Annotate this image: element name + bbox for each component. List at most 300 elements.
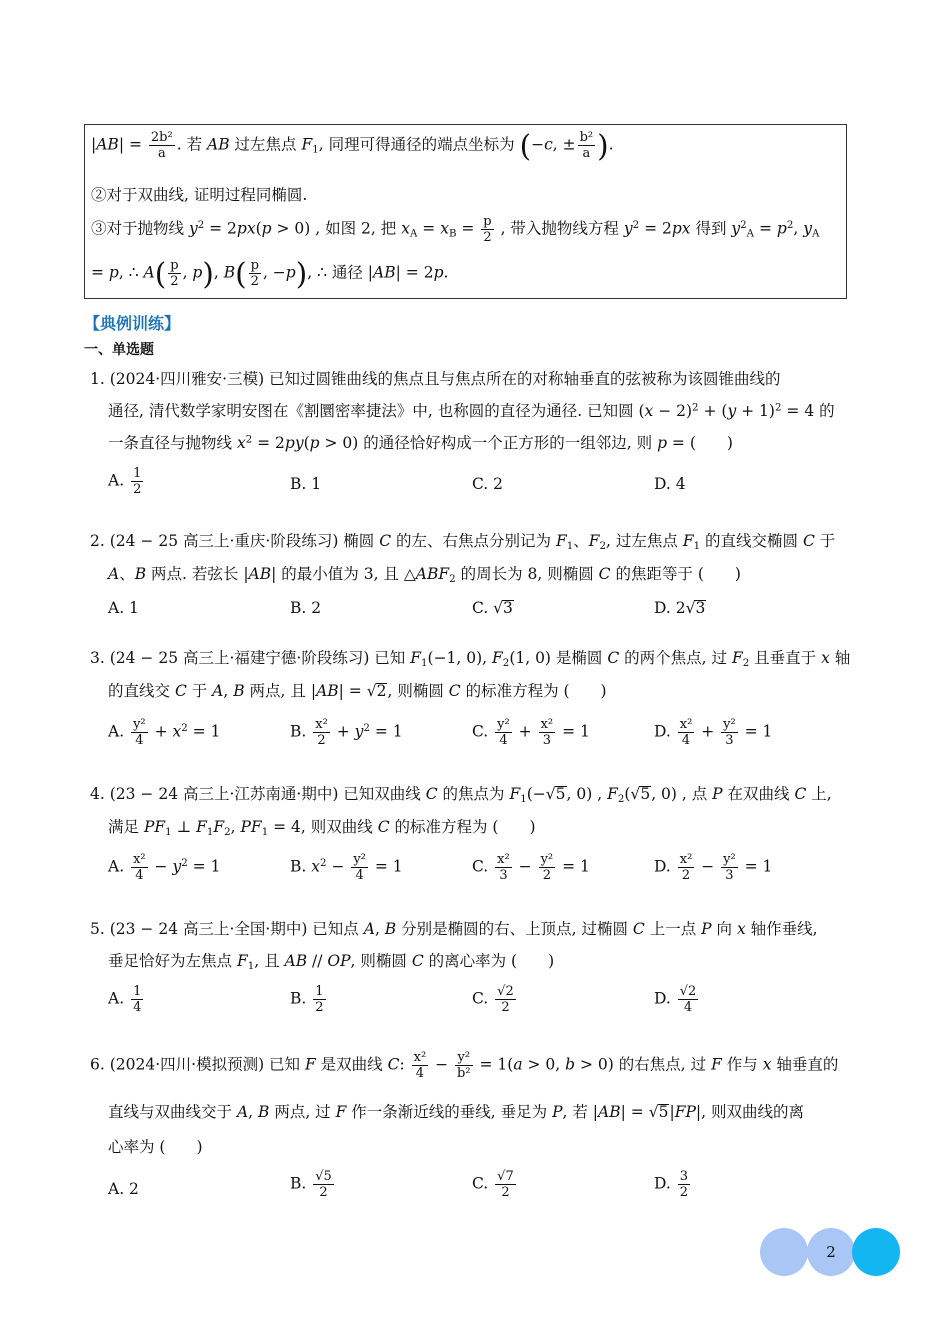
math-it: OP [327, 952, 351, 970]
question-1-line-3 [108, 431, 733, 453]
fraction-denominator: b² [457, 1066, 471, 1082]
text-run: , 过左焦点 [606, 532, 683, 550]
fraction-denominator: a [578, 145, 596, 160]
math-it: x [762, 1055, 772, 1074]
math-it: B [258, 1103, 270, 1121]
math-it: A [108, 565, 120, 583]
text-run: B. 1 [290, 475, 322, 493]
math-sub: 1 [261, 826, 269, 838]
text-run: 的直线交椭圆 [700, 532, 803, 550]
math-sup: 2 [181, 722, 188, 734]
text-run: , [230, 818, 241, 836]
fraction [351, 853, 368, 882]
text-run: = 1( [474, 1055, 514, 1074]
question-2-option-b[interactable] [290, 599, 321, 617]
text-run: , − [262, 263, 286, 282]
text-run: 轴 [829, 649, 851, 667]
math-sub: 1 [312, 144, 319, 156]
math-it: p [261, 219, 272, 238]
text-run: − 2) [653, 402, 693, 420]
math-it: C [607, 649, 620, 667]
fraction-denominator: 3 [495, 867, 512, 882]
text-run: 且垂直于 [749, 649, 822, 667]
question-2-option-a[interactable] [108, 599, 139, 617]
text-run: B. [290, 989, 312, 1008]
text-run: 作一条渐近线的垂线, 垂足为 [346, 1103, 553, 1121]
fraction-numerator: 3 [679, 1169, 689, 1184]
fraction-numerator: p [170, 258, 179, 273]
math-it: x [736, 920, 746, 938]
fraction [678, 718, 695, 747]
text-run: 的离心率为 ( ) [423, 952, 555, 970]
page-number: 2 [826, 1243, 836, 1261]
fraction [678, 1170, 690, 1199]
fraction-numerator: p [483, 214, 492, 229]
text-run: , [182, 263, 193, 282]
text-run: ③对于抛物线 [91, 219, 189, 238]
question-6-line-2 [108, 1100, 804, 1122]
fraction-denominator: a [149, 145, 175, 160]
math-sup: 2 [363, 722, 370, 734]
text-run: A. [108, 471, 130, 490]
text-run: |, 则双曲线的离 [695, 1103, 804, 1121]
math-p: ) [202, 256, 214, 291]
math-it: C [411, 952, 424, 970]
text-run: + [331, 722, 355, 741]
question-1-option-d[interactable] [654, 475, 686, 493]
math-it: x [821, 649, 830, 667]
text-run: D. [654, 1174, 676, 1193]
text-run: − [430, 1055, 454, 1074]
fraction-numerator: p [250, 258, 259, 273]
text-run: = 1 [369, 857, 403, 876]
fraction-numerator: x² [133, 852, 146, 867]
text-run: 两点, 过 [269, 1103, 336, 1121]
fraction [578, 131, 596, 160]
math-sup: 2 [197, 219, 205, 231]
text-run: + [513, 722, 537, 741]
question-6-option-d[interactable] [654, 1170, 692, 1199]
question-6-option-c[interactable] [472, 1170, 518, 1199]
text-run: , 同理可得通径的端点坐标为 [318, 135, 520, 154]
fraction-denominator: 4 [131, 732, 148, 747]
text-run: , [213, 263, 224, 282]
text-run: 5. (23 − 24 高三上·全国·期中) 已知点 [90, 920, 364, 938]
derivation-box [84, 124, 847, 299]
text-run: , 则椭圆 [350, 952, 412, 970]
text-run: | [91, 135, 97, 154]
text-run: > 0) 的右焦点, 过 [575, 1055, 712, 1074]
math-it: B [134, 565, 147, 583]
text-run: = [754, 219, 777, 238]
question-3-option-d[interactable] [654, 718, 772, 747]
text-run: + ( [698, 402, 728, 420]
text-run: = [417, 219, 441, 238]
box-line-4 [91, 256, 449, 291]
math-sub: 2 [742, 657, 750, 669]
math-sup: 2 [740, 219, 747, 231]
text-run: 直线与双曲线交于 [108, 1103, 237, 1121]
fraction-denominator: 4 [412, 1065, 429, 1080]
fraction [455, 1051, 473, 1080]
question-2-option-c[interactable] [472, 599, 514, 617]
math-sup: 2 [320, 857, 327, 869]
math-it: F [236, 952, 248, 970]
fraction [131, 467, 143, 496]
math-it: C [794, 785, 807, 803]
fraction-denominator: 4 [495, 732, 512, 747]
text-run: , 若 | [562, 1103, 599, 1121]
question-1-option-a[interactable] [108, 467, 145, 496]
fraction-numerator: y² [133, 717, 146, 732]
fraction-denominator: 2 [313, 732, 330, 747]
text-run: = [456, 219, 480, 238]
math-p: ( [235, 256, 247, 291]
fraction [721, 718, 738, 747]
math-sub: 2 [617, 793, 625, 805]
text-run: 一条直径与抛物线 [108, 434, 237, 452]
math-it: F [304, 1055, 316, 1074]
fraction-denominator: 2 [495, 1184, 516, 1199]
fraction-denominator: 3 [721, 732, 738, 747]
text-run: D. 2√ [654, 599, 696, 617]
text-run: = 2 [639, 219, 672, 238]
fraction-denominator: 2 [249, 273, 261, 288]
math-sub: 2 [449, 573, 456, 585]
math-sub: 1 [693, 540, 701, 552]
math-it: x [644, 402, 654, 420]
text-run: , 0) , [566, 785, 608, 803]
text-run: = 4 的 [781, 402, 835, 420]
question-4-option-d[interactable] [654, 853, 772, 882]
text-run: , ± [552, 135, 576, 154]
question-1-option-b[interactable] [290, 475, 321, 493]
question-6-option-b[interactable] [290, 1170, 336, 1199]
text-run: − [531, 135, 545, 154]
math-sq: 5 [658, 1103, 669, 1121]
fraction-numerator: 2b² [150, 130, 173, 145]
text-run: 上, [806, 785, 832, 803]
fraction-numerator: √5 [315, 1169, 332, 1184]
text-run: 两点, 且 | [244, 682, 317, 700]
math-it: x [440, 219, 449, 238]
question-5-option-c[interactable] [472, 985, 518, 1014]
text-run: − [149, 857, 173, 876]
fraction-numerator: 1 [315, 984, 324, 999]
question-5-option-b[interactable] [290, 985, 328, 1014]
question-5-option-d[interactable] [654, 985, 700, 1014]
fraction-denominator: 4 [351, 867, 368, 882]
math-it: C [802, 532, 815, 550]
question-3-option-b[interactable] [290, 718, 403, 747]
fraction [131, 853, 148, 882]
fraction [495, 1170, 516, 1199]
fraction-denominator: 2 [315, 1000, 324, 1016]
math-it: F [492, 649, 503, 667]
fraction-numerator: y² [353, 852, 366, 867]
fraction-denominator: 2 [481, 229, 493, 244]
fraction-numerator: y² [457, 1050, 471, 1065]
question-3-option-a[interactable] [108, 718, 220, 747]
fraction-denominator: 2 [168, 273, 180, 288]
math-it: A [363, 920, 375, 938]
fraction-denominator: 4 [131, 867, 148, 882]
math-it: F [335, 1103, 347, 1121]
math-it: p [108, 263, 119, 282]
text-run: C. [472, 857, 494, 876]
math-it: p [285, 263, 296, 282]
question-1-line-1 [90, 367, 781, 389]
fraction [313, 985, 325, 1014]
text-run: D. [654, 989, 676, 1008]
text-run: B. [290, 1174, 312, 1193]
math-it: AB [207, 135, 230, 154]
math-it: a [513, 1055, 523, 1074]
text-run: | 的最小值为 3, 且 △ [271, 565, 416, 583]
text-run: 的两个焦点, 过 [619, 649, 732, 667]
fraction-numerator: x² [315, 717, 328, 732]
text-run: ( [303, 434, 310, 452]
text-run: = 4, 则双曲线 [268, 818, 378, 836]
math-sub: 1 [206, 826, 214, 838]
text-run: , [374, 920, 385, 938]
math-it: AB [284, 952, 308, 970]
text-run: 1. (2024·四川雅安·三模) 已知过圆锥曲线的焦点且与焦点所在的对称轴垂直的弦被称为该圆锥曲线的 [90, 370, 781, 388]
math-sub: 2 [599, 540, 607, 552]
math-it: B [233, 682, 245, 700]
question-4-line-2 [108, 815, 536, 837]
text-run: 的左、右焦点分别记为 [391, 532, 556, 550]
math-sup: 2 [181, 857, 188, 869]
math-it: A [236, 1103, 249, 1121]
math-it: x [236, 434, 246, 452]
question-2-line-2 [108, 562, 741, 584]
fraction-denominator: 2 [678, 867, 695, 882]
math-it: F [607, 785, 618, 803]
text-run: 得到 [690, 219, 732, 238]
math-it: F [588, 532, 600, 550]
text-run: 通径, 清代数学家明安图在《割圜密率捷法》中, 也称圆的直径为通径. 已知圆 ( [108, 402, 645, 420]
math-it: F [555, 532, 567, 550]
math-sub: 2 [224, 826, 231, 838]
math-it: P [701, 920, 712, 938]
text-run: 是双曲线 [315, 1055, 388, 1074]
text-run: , [248, 1103, 258, 1121]
fraction [539, 718, 556, 747]
fraction-denominator: 3 [721, 867, 738, 882]
question-3-option-c[interactable] [472, 718, 590, 747]
text-run: ⊥ [171, 818, 197, 836]
fraction-numerator: x² [413, 1050, 427, 1065]
math-sub: A [811, 228, 820, 240]
text-run: 的周长为 8, 则椭圆 [455, 565, 599, 583]
fraction-denominator: 4 [133, 1000, 142, 1016]
fraction [495, 718, 512, 747]
fraction [249, 259, 261, 288]
math-it: P [552, 1103, 563, 1121]
fraction-numerator: √2 [497, 984, 514, 999]
math-it: F [213, 818, 225, 836]
math-it: F [196, 818, 207, 836]
text-run: > 0, [522, 1055, 566, 1074]
text-run: : [399, 1055, 410, 1074]
text-run: . [443, 263, 449, 282]
text-run: − [326, 857, 350, 876]
math-it: F [682, 532, 694, 550]
text-run: ②对于双曲线, 证明过程同椭圆. [91, 186, 308, 204]
math-it: AB [373, 263, 396, 282]
math-it: p [192, 263, 203, 282]
math-it: F [509, 785, 521, 803]
text-run: D. [654, 857, 676, 876]
fraction-numerator: b² [579, 130, 594, 145]
math-it: AB [96, 135, 119, 154]
fraction-denominator: 2 [313, 1184, 334, 1199]
math-sq: 3 [695, 599, 706, 617]
question-1-line-2 [108, 399, 835, 421]
math-it: PF [143, 818, 166, 836]
fraction-denominator: 3 [539, 732, 556, 747]
question-5-option-a[interactable] [108, 985, 145, 1014]
math-sup: 2 [774, 402, 782, 414]
fraction-numerator: 1 [133, 466, 142, 481]
fraction [313, 1170, 334, 1199]
badge-circle-left [760, 1228, 808, 1276]
text-run: = [91, 263, 109, 282]
question-4-option-c[interactable] [472, 853, 590, 882]
text-run: B. 2 [290, 599, 322, 617]
text-run: (√ [624, 785, 641, 803]
text-run: = 1 [187, 857, 221, 876]
fraction [539, 853, 556, 882]
text-run: , [223, 682, 234, 700]
fraction-denominator: 2 [679, 1185, 689, 1201]
math-sup: 2 [692, 402, 699, 414]
question-6-line-3 [108, 1135, 203, 1157]
text-run: 、 [573, 532, 589, 550]
question-5-line-1 [90, 917, 818, 939]
fraction [149, 131, 175, 160]
math-it: C [387, 1055, 400, 1074]
question-2-option-d[interactable] [654, 599, 706, 617]
question-4-option-b[interactable] [290, 853, 403, 882]
text-run: 、 [119, 565, 135, 583]
fraction-numerator: x² [679, 717, 693, 732]
fraction-numerator: x² [497, 852, 510, 867]
text-run: > 0) , 如图 2, 把 [271, 219, 402, 238]
text-run: A. 2 [108, 1180, 139, 1198]
fraction-numerator: x² [540, 717, 554, 732]
text-run: 心率为 ( ) [108, 1138, 203, 1156]
box-line-1 [91, 128, 614, 163]
math-it: x [172, 722, 182, 741]
fraction [495, 853, 512, 882]
math-it: A [143, 263, 155, 282]
fraction [168, 259, 180, 288]
math-sup: 2 [245, 434, 253, 446]
question-6-option-a[interactable] [108, 1180, 139, 1198]
text-run: C. [472, 722, 494, 741]
math-sub: A [409, 228, 418, 240]
text-run: − [696, 857, 720, 876]
text-run: A. [108, 722, 130, 741]
question-2-line-1 [90, 529, 835, 551]
math-it: y [172, 857, 182, 876]
text-run: | = √ [620, 1103, 659, 1121]
fraction-denominator: 2 [539, 867, 556, 882]
math-it: py [284, 434, 304, 452]
math-it: PF [240, 818, 262, 836]
question-3-line-1 [90, 646, 850, 668]
math-it: AB [598, 1103, 621, 1121]
math-sub: 1 [165, 826, 172, 838]
math-it: B [223, 263, 236, 282]
text-run: (−√ [526, 785, 556, 803]
text-run: 垂足恰好为左焦点 [108, 952, 237, 970]
math-it: ABF [415, 565, 450, 583]
page-badge [760, 1228, 900, 1278]
fraction [495, 985, 516, 1014]
text-run: 过左焦点 [229, 135, 302, 154]
math-it: C [632, 920, 645, 938]
fraction-denominator: 4 [678, 999, 699, 1014]
math-it: b [565, 1055, 576, 1074]
math-it: F [301, 135, 313, 154]
text-run: 上一点 [644, 920, 702, 938]
math-p: ( [154, 256, 167, 291]
math-it: A [212, 682, 224, 700]
text-run: | [669, 1103, 675, 1121]
text-run: | = √ [338, 682, 377, 700]
math-it: px [671, 219, 691, 238]
text-run: 4. (23 − 24 高三上·江苏南通·期中) 已知双曲线 [90, 785, 426, 803]
question-6-line-1 [90, 1051, 838, 1080]
math-it: y [623, 219, 633, 238]
math-it: AB [316, 682, 339, 700]
math-it: C [448, 682, 461, 700]
text-run: , 0) , 点 [651, 785, 713, 803]
text-run: B. [290, 722, 312, 741]
math-it: x [401, 219, 410, 238]
question-4-option-a[interactable] [108, 853, 220, 882]
math-sup: 2 [786, 219, 794, 231]
math-it: AB [248, 565, 272, 583]
text-run: (−1, 0), [427, 649, 493, 667]
math-it: p [433, 263, 444, 282]
text-run: ( [255, 219, 262, 238]
fraction-denominator: 2 [495, 999, 516, 1014]
text-run: B. [290, 857, 312, 876]
math-it: P [712, 785, 723, 803]
text-run: = 1 [739, 722, 773, 741]
fraction-numerator: y² [723, 852, 736, 867]
math-it: F [410, 649, 421, 667]
text-run: C. 2 [472, 475, 504, 493]
math-it: F [731, 649, 743, 667]
text-run: 的直线交 [108, 682, 175, 700]
fraction [412, 1051, 429, 1080]
text-run: D. 4 [654, 475, 686, 493]
text-run: 作与 [721, 1055, 763, 1074]
math-sub: 1 [421, 657, 428, 669]
fraction [481, 215, 493, 244]
text-run: = 1 [557, 722, 590, 741]
text-run: 2. (24 − 25 高三上·重庆·阶段练习) 椭圆 [90, 532, 380, 550]
math-it: y [803, 219, 812, 238]
question-1-option-c[interactable] [472, 475, 503, 493]
math-it: y [731, 219, 741, 238]
badge-circle-right [852, 1228, 900, 1276]
